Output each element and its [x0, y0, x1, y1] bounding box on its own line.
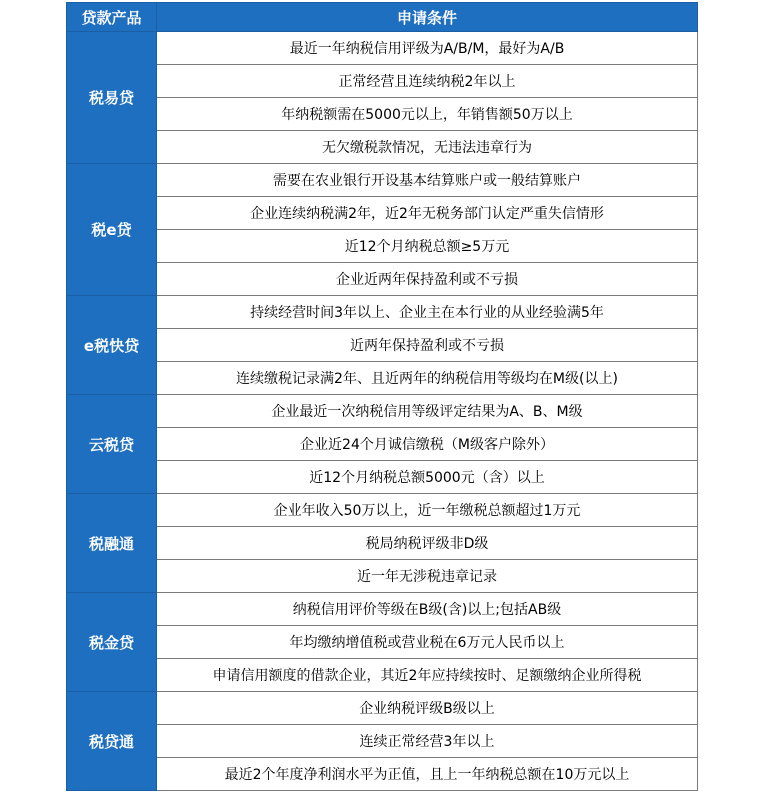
condition-cell: 申请信用额度的借款企业，其近2年应持续按时、足额缴纳企业所得税 — [157, 659, 698, 692]
condition-cell: 近两年保持盈利或不亏损 — [157, 329, 698, 362]
table-row — [67, 560, 698, 593]
table-row — [67, 98, 698, 131]
table-row — [67, 362, 698, 395]
table-row — [67, 626, 698, 659]
table-row — [67, 593, 698, 626]
condition-cell: 无欠缴税款情况，无违法违章行为 — [157, 131, 698, 164]
condition-cell: 连续正常经营3年以上 — [157, 725, 698, 758]
condition-cell: 需要在农业银行开设基本结算账户或一般结算账户 — [157, 164, 698, 197]
table-row — [67, 758, 698, 791]
loan-conditions-table — [66, 2, 698, 791]
product-name-cell: 税金贷 — [67, 593, 157, 692]
condition-cell: 企业纳税评级B级以上 — [157, 692, 698, 725]
condition-cell: 企业近两年保持盈利或不亏损 — [157, 263, 698, 296]
table-row — [67, 428, 698, 461]
condition-cell: 年均缴纳增值税或营业税在6万元人民币以上 — [157, 626, 698, 659]
condition-cell: 正常经营且连续纳税2年以上 — [157, 65, 698, 98]
table-row — [67, 659, 698, 692]
table-row — [67, 692, 698, 725]
header-conditions: 申请条件 — [157, 3, 698, 32]
condition-cell: 企业最近一次纳税信用等级评定结果为A、B、M级 — [157, 395, 698, 428]
table-body — [67, 32, 698, 791]
table-row — [67, 395, 698, 428]
condition-cell: 近一年无涉税违章记录 — [157, 560, 698, 593]
condition-cell: 税局纳税评级非D级 — [157, 527, 698, 560]
table-row — [67, 65, 698, 98]
condition-cell: 纳税信用评价等级在B级(含)以上;包括AB级 — [157, 593, 698, 626]
header-product: 贷款产品 — [67, 3, 157, 32]
table-row — [67, 164, 698, 197]
condition-cell: 企业近24个月诚信缴税（M级客户除外） — [157, 428, 698, 461]
condition-cell: 持续经营时间3年以上、企业主在本行业的从业经验满5年 — [157, 296, 698, 329]
table-row — [67, 461, 698, 494]
condition-cell: 企业连续纳税满2年，近2年无税务部门认定严重失信情形 — [157, 197, 698, 230]
condition-cell: 近12个月纳税总额5000元（含）以上 — [157, 461, 698, 494]
condition-cell: 近12个月纳税总额≥5万元 — [157, 230, 698, 263]
table-row — [67, 230, 698, 263]
condition-cell: 连续缴税记录满2年、且近两年的纳税信用等级均在M级(以上) — [157, 362, 698, 395]
product-name-cell: 税e贷 — [67, 164, 157, 296]
table-row — [67, 197, 698, 230]
table-row — [67, 329, 698, 362]
product-name-cell: 云税贷 — [67, 395, 157, 494]
table-row — [67, 494, 698, 527]
condition-cell: 最近一年纳税信用评级为A/B/M，最好为A/B — [157, 32, 698, 65]
product-name-cell: e税快贷 — [67, 296, 157, 395]
table-row — [67, 263, 698, 296]
table-row — [67, 527, 698, 560]
product-name-cell: 税贷通 — [67, 692, 157, 791]
table-header-row — [67, 3, 698, 32]
product-name-cell: 税易贷 — [67, 32, 157, 164]
table-row — [67, 131, 698, 164]
condition-cell: 最近2个年度净利润水平为正值，且上一年纳税总额在10万元以上 — [157, 758, 698, 791]
product-name-cell: 税融通 — [67, 494, 157, 593]
condition-cell: 企业年收入50万以上，近一年缴税总额超过1万元 — [157, 494, 698, 527]
table-row — [67, 32, 698, 65]
table-row — [67, 725, 698, 758]
table-row — [67, 296, 698, 329]
condition-cell: 年纳税额需在5000元以上，年销售额50万以上 — [157, 98, 698, 131]
